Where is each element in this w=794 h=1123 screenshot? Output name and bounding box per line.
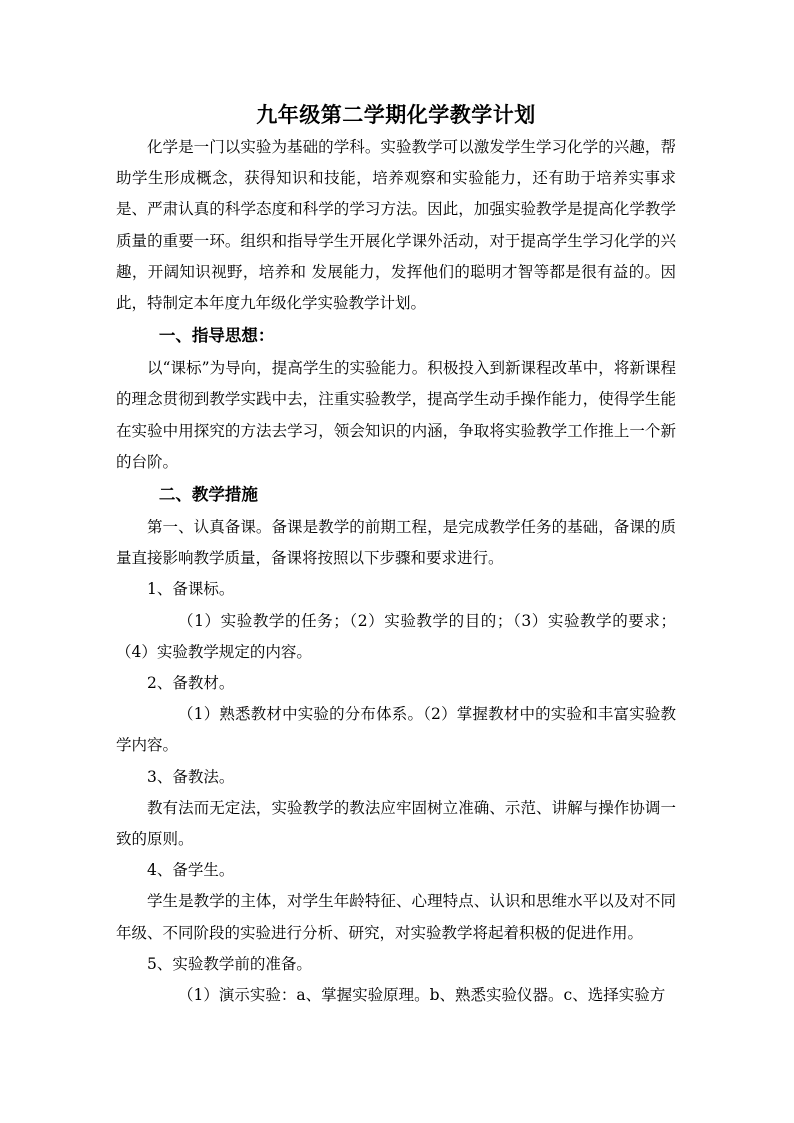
section2-first-paragraph: 第一、认真备课。备课是教学的前期工程，是完成教学任务的基础，备课的质量直接影响教学质量，备课将按照以下步骤和要求进行。 (116, 518, 676, 568)
item1-body: （1）实验教学的任务；（2）实验教学的目的；（3）实验教学的要求；（4）实验教学规定的内容。 (116, 611, 676, 661)
item3-title: 3、备教法。 (147, 767, 235, 786)
item4-body: 学生是教学的主体，对学生年龄特征、心理特点、认识和思维水平以及对不同年级、不同阶段的实验进行分析、研究，对实验教学将起着积极的促进作用。 (116, 892, 676, 942)
item1-title: 1、备课标。 (147, 580, 235, 599)
item3-body: 教有法而无定法，实验教学的教法应牢固树立准确、示范、讲解与操作协调一致的原则。 (116, 798, 676, 849)
item5-title: 5、实验教学前的准备。 (147, 954, 312, 973)
section2-heading: 二、教学措施 (158, 485, 258, 505)
intro-paragraph: 化学是一门以实验为基础的学科。实验教学可以激发学生学习化学的兴趣，帮助学生形成概念，获得知识和技能，培养观察和实验能力，还有助于培养实事求是、严肃认真的科学态度和科学的学习方法。因此，加强实验教学是提高化学教学质量的重要一环。组织和指导学生开展化学课外活动，对于提高学生学习化学的兴趣，开阔知识视野，培养和 发展能力，发挥他们的聪明才智等都是很有益的。因此，特制定本年度九年级化学实验教学计划。 (116, 138, 676, 313)
document-page (116, 100, 676, 1011)
item2-title: 2、备教材。 (147, 674, 235, 693)
item2-body: （1）熟悉教材中实验的分布体系。（2）掌握教材中的实验和丰富实验教学内容。 (116, 705, 676, 755)
document-title: 九年级第二学期化学教学计划 (256, 102, 536, 127)
item4-title: 4、备学生。 (147, 861, 235, 880)
section1-heading: 一、指导思想： (158, 326, 275, 346)
section1-body: 以“课标”为导向，提高学生的实验能力。积极投入到新课程改革中，将新课程的理念贯彻到教学实践中去，注重实验教学，提高学生动手操作能力，使得学生能在实验中用探究的方法去学习，领会知识的内涵，争取将实验教学工作推上一个新的台阶。 (116, 359, 676, 471)
item5-body: （1）演示实验：a、掌握实验原理。b、熟悉实验仪器。c、选择实验方 (178, 986, 666, 1005)
